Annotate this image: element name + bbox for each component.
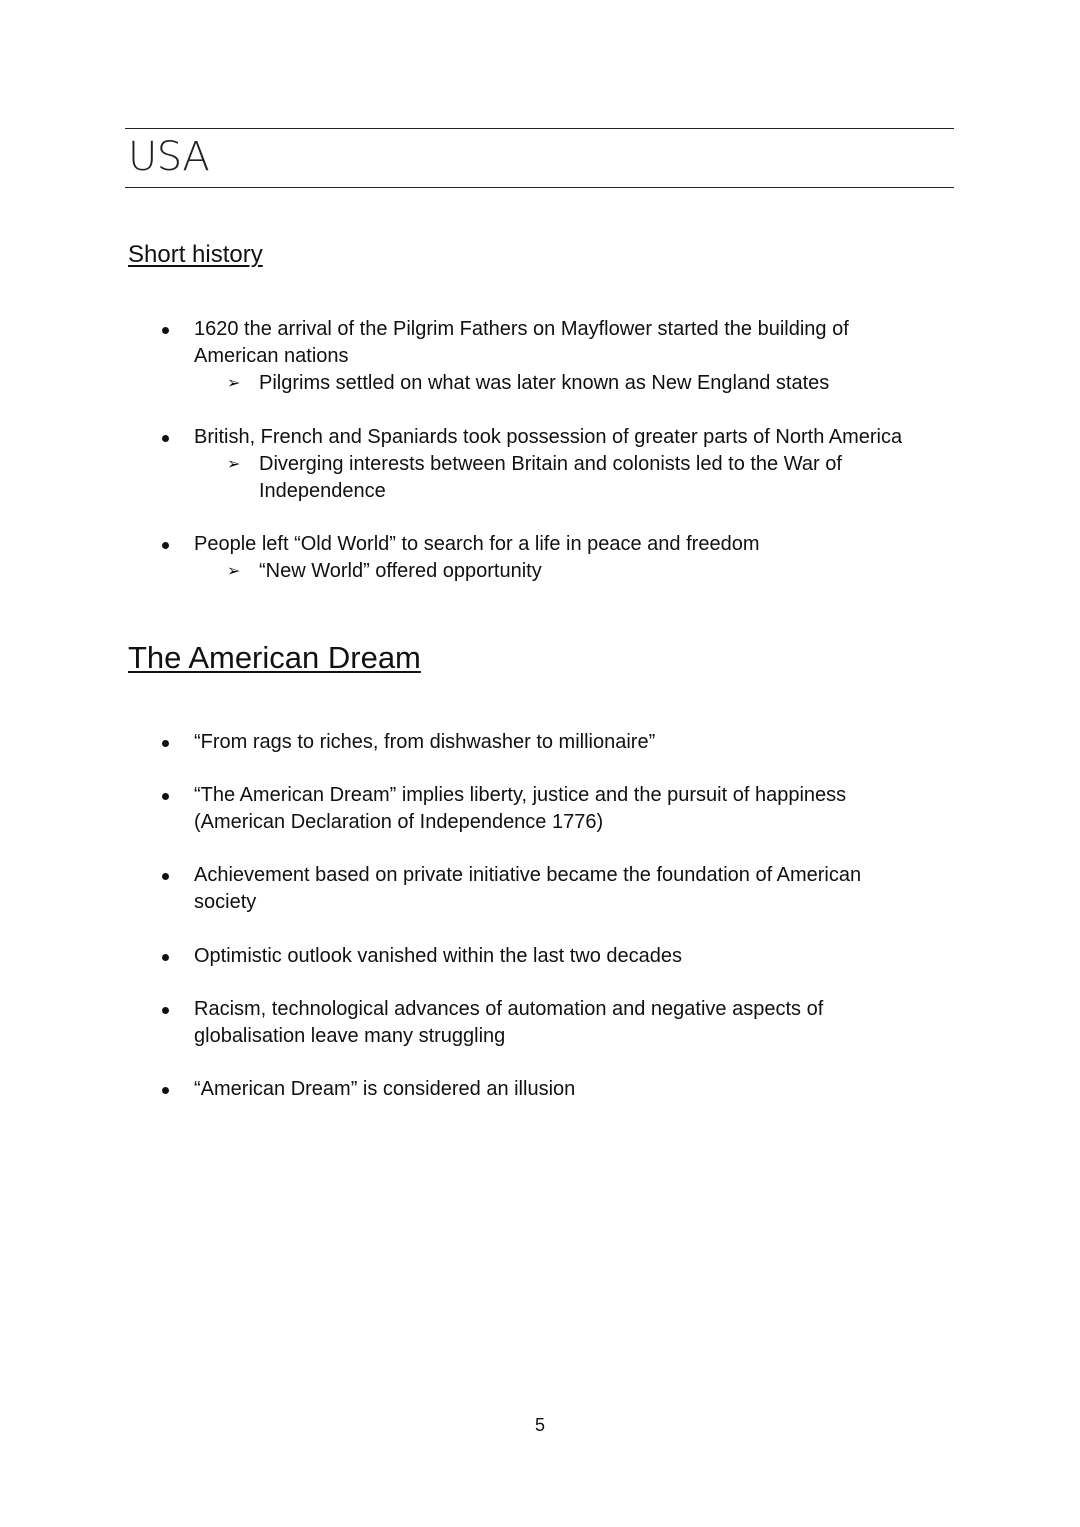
bullet-icon — [162, 1007, 169, 1014]
list-item — [0, 729, 1080, 756]
list-item-text: Racism, technological advances of automation and negative aspects of globalisation leave many struggling — [194, 998, 824, 1047]
list-item — [0, 996, 1080, 1050]
arrow-bullet-icon: ➢ — [227, 456, 241, 473]
bullet-icon — [162, 327, 169, 334]
list-item-text: British, French and Spaniards took possession of greater parts of North America — [194, 426, 903, 448]
american-dream-list — [0, 862, 1080, 916]
arrow-bullet-icon: ➢ — [227, 563, 241, 580]
american-dream-heading: The American Dream — [128, 640, 421, 675]
list-item-text: “The American Dream” implies liberty, justice and the pursuit of happiness (American Declaration of Independence 1776) — [194, 784, 847, 833]
american-dream-list — [0, 729, 1080, 756]
sub-item — [0, 558, 960, 585]
list-item-text: 1620 the arrival of the Pilgrim Fathers on Mayflower started the building of American nations — [194, 318, 849, 367]
list-item — [0, 531, 1080, 585]
short-history-heading: Short history — [128, 241, 263, 268]
title-block — [125, 128, 954, 188]
bullet-icon — [162, 740, 169, 747]
american-dream-list — [0, 943, 1080, 970]
list-item-text: “American Dream” is considered an illusion — [194, 1078, 576, 1100]
list-item — [0, 424, 1080, 505]
bullet-icon — [162, 873, 169, 880]
list-item — [0, 1076, 1080, 1103]
american-dream-list — [0, 1076, 1080, 1103]
page-number: 5 — [534, 1415, 545, 1435]
sub-item — [0, 370, 959, 397]
sub-item — [0, 451, 899, 505]
bullet-icon — [162, 435, 169, 442]
list-item — [0, 862, 1080, 916]
short-history-list — [0, 316, 1080, 397]
bullet-icon — [162, 542, 169, 549]
arrow-bullet-icon: ➢ — [227, 375, 241, 392]
bullet-icon — [162, 793, 169, 800]
short-history-list — [0, 424, 1080, 505]
short-history-list — [0, 531, 1080, 585]
list-item-text: Achievement based on private initiative became the foundation of American society — [194, 864, 862, 913]
sub-item-text: “New World” offered opportunity — [259, 560, 542, 582]
bullet-icon — [162, 1087, 169, 1094]
list-item — [0, 316, 1080, 397]
sub-item-text: Diverging interests between Britain and colonists led to the War of Independence — [259, 453, 842, 502]
page-title: USA — [128, 134, 210, 180]
list-item-text: People left “Old World” to search for a life in peace and freedom — [194, 533, 760, 555]
american-dream-list — [0, 782, 1080, 836]
american-dream-list — [0, 996, 1080, 1050]
list-item — [0, 782, 1080, 836]
bullet-icon — [162, 954, 169, 961]
list-item-text: Optimistic outlook vanished within the last two decades — [194, 945, 683, 967]
list-item-text: “From rags to riches, from dishwasher to millionaire” — [194, 731, 656, 753]
sub-item-text: Pilgrims settled on what was later known as New England states — [259, 372, 830, 394]
list-item — [0, 943, 1080, 970]
